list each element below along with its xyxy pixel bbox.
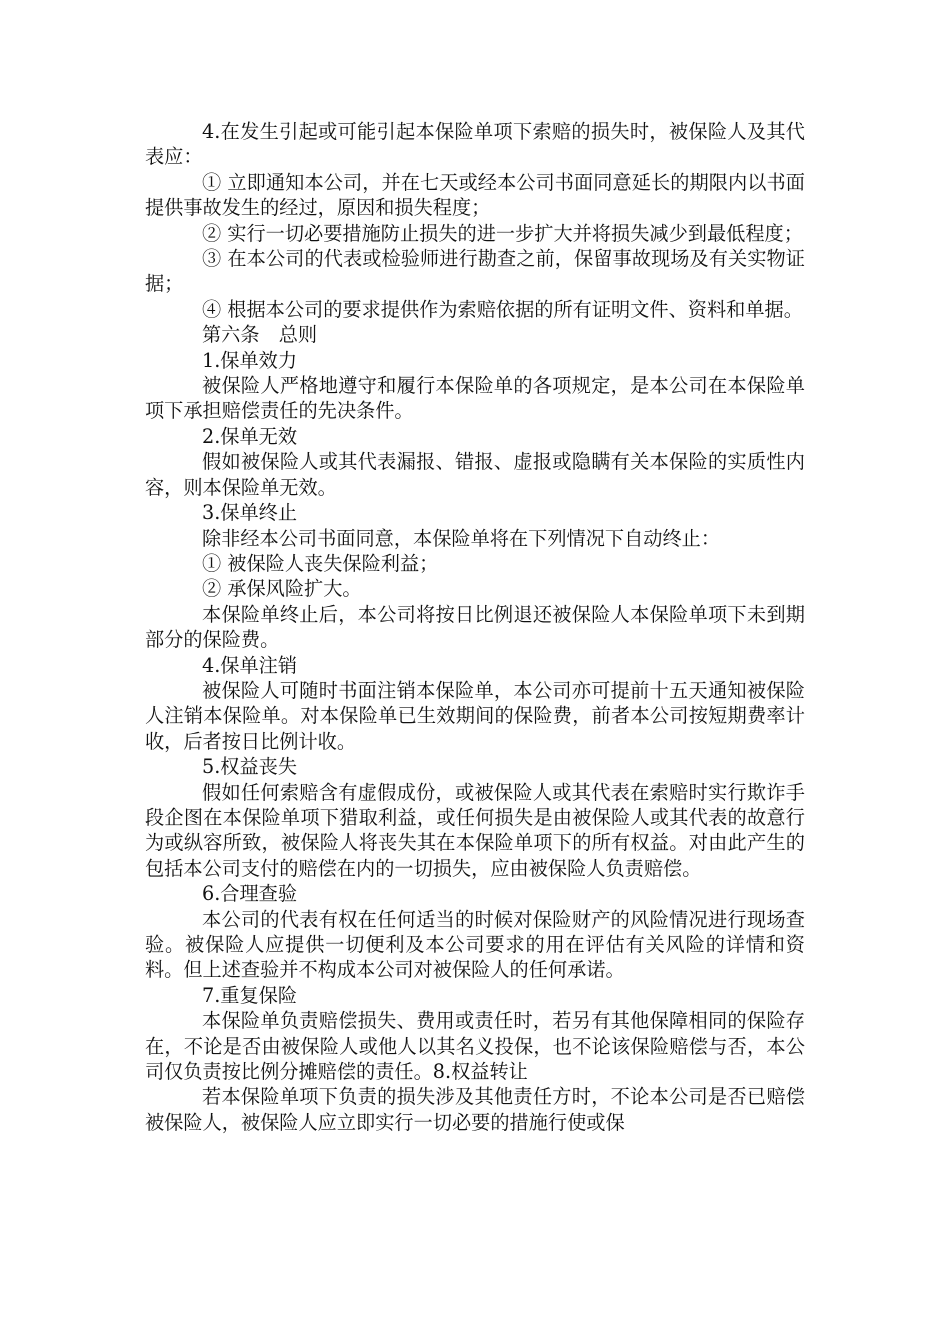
clause-4-item-3: ③ 在本公司的代表或检验师进行勘查之前，保留事故现场及有关实物证据； [145,247,805,296]
clause-4-item-2: ② 实行一切必要措施防止损失的进一步扩大并将损失减少到最低程度； [202,221,803,245]
clause-4-item-4: ④ 根据本公司的要求提供作为索赔依据的所有证明文件、资料和单据。 [202,297,803,321]
clause-4-intro: 4.在发生引起或可能引起本保险单项下索赔的损失时，被保险人及其代表应： [145,120,805,169]
section-4-body: 被保险人可随时书面注销本保险单，本公司亦可提前十五天通知被保险人注销本保险单。对本保险单已生效期间的保险费，前者本公司按短期费率计收，后者按日比例计收。 [145,678,805,753]
section-7-body: 本保险单负责赔偿损失、费用或责任时，若另有其他保障相同的保险存在，不论是否由被保险人或他人以其名义投保，也不论该保险赔偿与否，本公司仅负责按比例分摊赔偿的责任。8.权益转让 [145,1009,805,1084]
section-3-item-1: ① 被保险人丧失保险利益； [202,551,439,575]
section-8-body: 若本保险单项下负责的损失涉及其他责任方时，不论本公司是否已赔偿被保险人，被保险人应立即实行一切必要的措施行使或保 [145,1085,805,1134]
section-6-heading: 6.合理查验 [202,882,298,906]
section-7-heading: 7.重复保险 [202,983,298,1007]
section-5-body: 假如任何索赔含有虚假成份，或被保险人或其代表在索赔时实行欺诈手段企图在本保险单项下猎取利益，或任何损失是由被保险人或其代表的故意行为或纵容所致，被保险人将丧失其在本保险单项下的所有权益。对由此产生的包括本公司支付的赔偿在内的一切损失，应由被保险人负责赔偿。 [145,780,805,880]
section-3-item-2: ② 承保风险扩大。 [202,577,362,601]
section-2-heading: 2.保单无效 [202,424,298,448]
section-2-body: 假如被保险人或其代表漏报、错报、虚报或隐瞒有关本保险的实质性内容，则本保险单无效。 [145,450,805,499]
article-6-heading: 第六条 总则 [202,323,318,347]
clause-4-item-1: ① 立即通知本公司，并在七天或经本公司书面同意延长的期限内以书面提供事故发生的经过，原因和损失程度； [145,170,805,220]
section-6-body: 本公司的代表有权在任何适当的时候对保险财产的风险情况进行现场查验。被保险人应提供一切便利及本公司要求的用在评估有关风险的详情和资料。但上述查验并不构成本公司对被保险人的任何承诺。 [145,907,805,982]
document-page [145,119,805,1135]
section-1-heading: 1.保单效力 [202,348,298,372]
section-3-body: 除非经本公司书面同意，本保险单将在下列情况下自动终止： [202,526,721,550]
section-3-heading: 3.保单终止 [202,501,298,525]
section-4-heading: 4.保单注销 [202,653,298,677]
section-3-refund: 本保险单终止后，本公司将按日比例退还被保险人本保险单项下未到期部分的保险费。 [145,602,805,652]
section-1-body: 被保险人严格地遵守和履行本保险单的各项规定，是本公司在本保险单项下承担赔偿责任的先决条件。 [145,374,805,423]
section-5-heading: 5.权益丧失 [202,755,298,779]
